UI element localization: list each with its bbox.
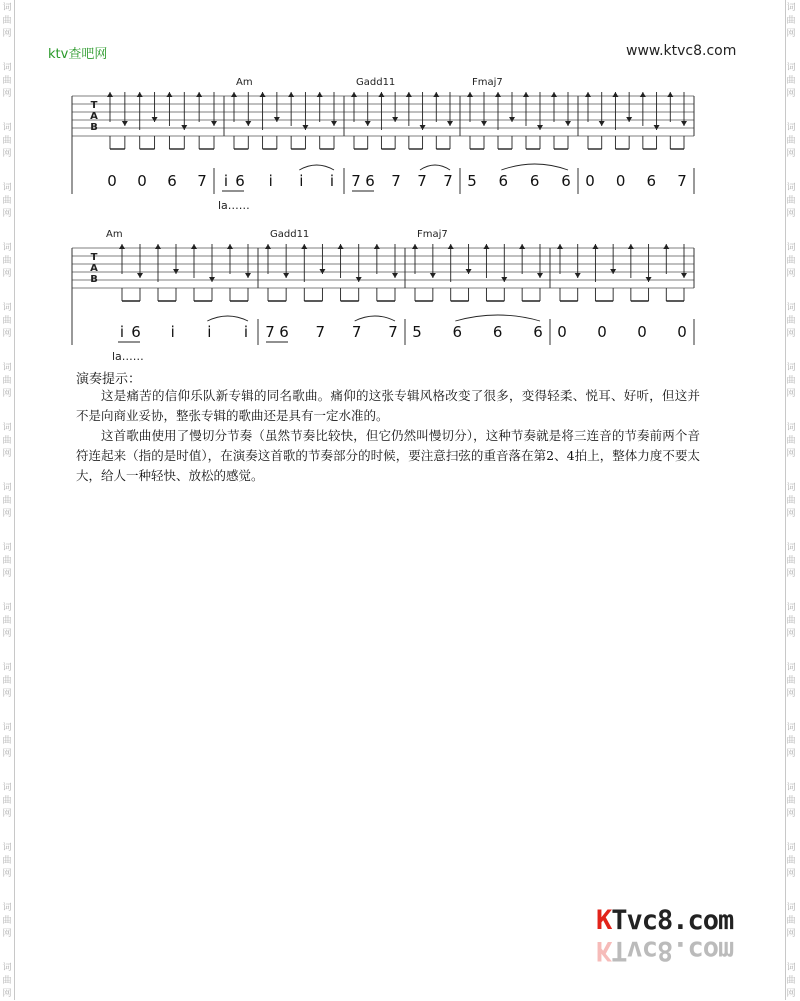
note-number: 7 — [197, 172, 207, 190]
slur — [299, 165, 334, 170]
strum-arrow-down — [430, 273, 436, 278]
watermark-glyphs: 词 曲 网 — [2, 843, 12, 879]
watermark-glyphs: 词 曲 网 — [786, 63, 796, 99]
chord-name: Am — [106, 229, 123, 240]
strum-arrow-down — [331, 121, 337, 126]
note-number: 6 — [167, 172, 177, 190]
strum-arrow-up — [119, 244, 125, 249]
watermark-glyphs: 词 曲 网 — [786, 423, 796, 459]
notes-paragraph: 这首歌曲使用了慢切分节奏（虽然节奏比较快，但它仍然叫慢切分），这种节奏就是将三连音的节奏前两个音符连起来（指的是时值），在演奏这首歌的节奏部分的时候，要注意扫弦的重音落在第2、4拍上，整体力度不要太大，给人一种轻快、放松的感觉。 — [76, 428, 700, 483]
watermark-glyphs: 词 曲 网 — [2, 543, 12, 579]
watermark-glyphs: 词 曲 网 — [786, 603, 796, 639]
strum-arrow-up — [667, 92, 673, 97]
strum-arrow-down — [211, 121, 217, 126]
strum-arrow-down — [646, 277, 652, 282]
strum-arrow-up — [351, 92, 357, 97]
strum-arrow-up — [107, 92, 113, 97]
logo-reflection-k: K — [596, 935, 612, 966]
watermark-glyphs: 词 曲 网 — [786, 183, 796, 219]
notes-title: 演奏提示： — [76, 372, 142, 387]
note-number: 7 — [351, 323, 362, 341]
logo-reflection-text: Tvc8.com — [611, 935, 734, 966]
strum-arrow-up — [227, 244, 233, 249]
chord-name: Am — [236, 77, 253, 88]
watermark-glyphs: 词 曲 网 — [786, 843, 796, 879]
watermark-glyphs: 词 曲 网 — [2, 483, 12, 519]
watermark-glyphs: 词 曲 网 — [786, 243, 796, 279]
strum-arrow-up — [519, 244, 525, 249]
note-number: i — [207, 323, 212, 341]
strum-arrow-down — [537, 125, 543, 130]
watermark-glyphs: 词 曲 网 — [2, 963, 12, 999]
tab-system-2 — [0, 222, 800, 362]
note-number: 6 — [529, 172, 540, 190]
watermark-glyphs: 词 曲 网 — [2, 903, 12, 939]
strum-arrow-up — [191, 244, 197, 249]
note-number: 5 — [412, 323, 422, 341]
strum-arrow-up — [196, 92, 202, 97]
strum-arrow-up — [557, 244, 563, 249]
strum-arrow-down — [466, 269, 472, 274]
strum-arrow-up — [166, 92, 172, 97]
strum-arrow-down — [599, 121, 605, 126]
strum-arrow-down — [509, 117, 515, 122]
note-number: i — [170, 323, 175, 341]
watermark-glyphs: 词 曲 网 — [2, 783, 12, 819]
strum-arrow-down — [181, 125, 187, 130]
chord-name: Gadd11 — [270, 229, 310, 240]
watermark-glyphs: 词 曲 网 — [2, 603, 12, 639]
strum-arrow-down — [392, 117, 398, 122]
note-number: 7 — [443, 172, 453, 190]
watermark-glyphs: 词 曲 网 — [786, 363, 796, 399]
strum-arrow-up — [231, 92, 237, 97]
strum-arrow-down — [501, 277, 507, 282]
watermark-glyphs: 词 曲 网 — [786, 483, 796, 519]
watermark-glyphs: 词 曲 网 — [786, 543, 796, 579]
strum-arrow-down — [152, 117, 158, 122]
strum-arrow-up — [663, 244, 669, 249]
strum-arrow-down — [565, 121, 571, 126]
note-number: 6 — [452, 323, 463, 341]
note-number: i — [223, 172, 229, 190]
ktvc8-logo — [596, 905, 746, 970]
strum-arrow-up — [433, 92, 439, 97]
watermark-glyphs: 词 曲 网 — [786, 303, 796, 339]
watermark-glyphs: 词 曲 网 — [2, 123, 12, 159]
strum-arrow-up — [374, 244, 380, 249]
strum-arrow-up — [265, 244, 271, 249]
note-number: 0 — [597, 323, 607, 341]
tab-label-letter: A — [90, 263, 98, 274]
strum-arrow-up — [155, 244, 161, 249]
strum-arrow-down — [173, 269, 179, 274]
site-name-left[interactable]: ktv查吧网 — [48, 47, 108, 62]
strum-arrow-down — [392, 273, 398, 278]
note-number: 0 — [637, 323, 647, 341]
watermark-glyphs: 词 曲 网 — [2, 423, 12, 459]
watermark-glyphs: 词 曲 网 — [786, 123, 796, 159]
strum-arrow-down — [610, 269, 616, 274]
lyric-text: la…… — [218, 199, 250, 210]
watermark-glyphs: 词 曲 网 — [2, 3, 12, 39]
logo-letter-k: K — [596, 905, 612, 936]
watermark-glyphs: 词 曲 网 — [2, 183, 12, 219]
chord-name: Fmaj7 — [417, 229, 448, 240]
lyric-text: la…… — [112, 350, 144, 362]
strum-arrow-down — [319, 269, 325, 274]
strum-arrow-up — [301, 244, 307, 249]
note-number: 0 — [107, 172, 117, 190]
watermark-glyphs: 词 曲 网 — [2, 363, 12, 399]
note-number: 6 — [646, 172, 657, 190]
strum-arrow-down — [122, 121, 128, 126]
slur — [355, 316, 395, 321]
watermark-glyphs: 词 曲 网 — [786, 783, 796, 819]
note-number: 6 — [498, 172, 509, 190]
note-number: 7 — [388, 323, 398, 341]
strum-arrow-up — [288, 92, 294, 97]
strum-arrow-up — [467, 92, 473, 97]
strum-arrow-up — [317, 92, 323, 97]
strum-arrow-up — [412, 244, 418, 249]
strum-arrow-down — [654, 125, 660, 130]
strum-arrow-down — [302, 125, 308, 130]
strum-arrow-down — [575, 273, 581, 278]
strum-arrow-down — [356, 277, 362, 282]
note-number: 7 — [677, 172, 687, 190]
chord-name: Fmaj7 — [472, 77, 503, 88]
watermark-glyphs: 词 曲 网 — [2, 63, 12, 99]
strum-arrow-down — [365, 121, 371, 126]
watermark-glyphs: 词 曲 网 — [2, 303, 12, 339]
strum-arrow-down — [274, 117, 280, 122]
tab-label-letter: A — [90, 111, 98, 122]
note-number: 6 — [279, 323, 289, 341]
watermark-glyphs: 词 曲 网 — [786, 3, 796, 39]
note-number: 7 — [417, 172, 427, 190]
strum-arrow-up — [523, 92, 529, 97]
strum-arrow-down — [626, 117, 632, 122]
tab-label-letter: T — [90, 252, 98, 263]
note-number: 7 — [315, 323, 326, 341]
strum-arrow-down — [283, 273, 289, 278]
tab-label-letter: T — [90, 100, 98, 111]
strum-arrow-down — [245, 273, 251, 278]
strum-arrow-down — [420, 125, 426, 130]
note-number: i — [299, 172, 304, 190]
note-number: 6 — [492, 323, 503, 341]
strum-arrow-up — [260, 92, 266, 97]
strum-arrow-down — [447, 121, 453, 126]
strum-arrow-up — [628, 244, 634, 249]
watermark-glyphs: 词 曲 网 — [2, 243, 12, 279]
note-number: 0 — [585, 172, 595, 190]
note-number: 6 — [131, 323, 141, 341]
strum-arrow-up — [585, 92, 591, 97]
watermark-glyphs: 词 曲 网 — [2, 663, 12, 699]
note-number: 6 — [533, 323, 543, 341]
chord-name: Gadd11 — [356, 77, 396, 88]
watermark-glyphs: 词 曲 网 — [786, 723, 796, 759]
strum-arrow-up — [448, 244, 454, 249]
strum-arrow-up — [338, 244, 344, 249]
note-number: 7 — [265, 323, 275, 341]
strum-arrow-down — [681, 121, 687, 126]
tab-label-letter: B — [90, 122, 98, 133]
strum-arrow-up — [137, 92, 143, 97]
watermark-glyphs: 词 曲 网 — [786, 963, 796, 999]
notes-body — [76, 386, 700, 486]
strum-arrow-up — [551, 92, 557, 97]
note-number: 7 — [351, 172, 361, 190]
logo-text: Tvc8.com — [611, 905, 734, 936]
strum-arrow-down — [209, 277, 215, 282]
strum-arrow-up — [406, 92, 412, 97]
site-url-right[interactable]: www.ktvc8.com — [626, 43, 737, 59]
strum-arrow-down — [137, 273, 143, 278]
note-number: 7 — [391, 172, 401, 190]
strum-arrow-down — [681, 273, 687, 278]
note-number: 6 — [235, 172, 245, 190]
note-number: 0 — [137, 172, 147, 190]
note-number: i — [119, 323, 125, 341]
watermark-glyphs: 词 曲 网 — [786, 903, 796, 939]
note-number: 6 — [561, 172, 571, 190]
strum-arrow-up — [592, 244, 598, 249]
note-number: 5 — [467, 172, 477, 190]
strum-arrow-down — [245, 121, 251, 126]
slur — [455, 315, 540, 321]
watermark-glyphs: 词 曲 网 — [786, 663, 796, 699]
strum-arrow-up — [378, 92, 384, 97]
note-number: 0 — [677, 323, 687, 341]
note-number: 0 — [615, 172, 626, 190]
slur — [207, 316, 248, 321]
strum-arrow-up — [640, 92, 646, 97]
notes-paragraph: 这是痛苦的信仰乐队新专辑的同名歌曲。痛仰的这张专辑风格改变了很多，变得轻柔、悦耳、好听，但这并不是向商业妥协，整张专辑的歌曲还是具有一定水准的。 — [76, 388, 700, 423]
tab-system-1 — [0, 70, 800, 210]
note-number: 0 — [557, 323, 567, 341]
slur — [420, 165, 450, 170]
strum-arrow-up — [612, 92, 618, 97]
note-number: i — [329, 172, 335, 190]
slur — [501, 164, 568, 170]
note-number: i — [268, 172, 273, 190]
strum-arrow-up — [495, 92, 501, 97]
note-number: 6 — [365, 172, 375, 190]
tab-label-letter: B — [90, 274, 98, 285]
watermark-glyphs: 词 曲 网 — [2, 723, 12, 759]
strum-arrow-down — [537, 273, 543, 278]
strum-arrow-up — [483, 244, 489, 249]
note-number: i — [243, 323, 249, 341]
strum-arrow-down — [481, 121, 487, 126]
